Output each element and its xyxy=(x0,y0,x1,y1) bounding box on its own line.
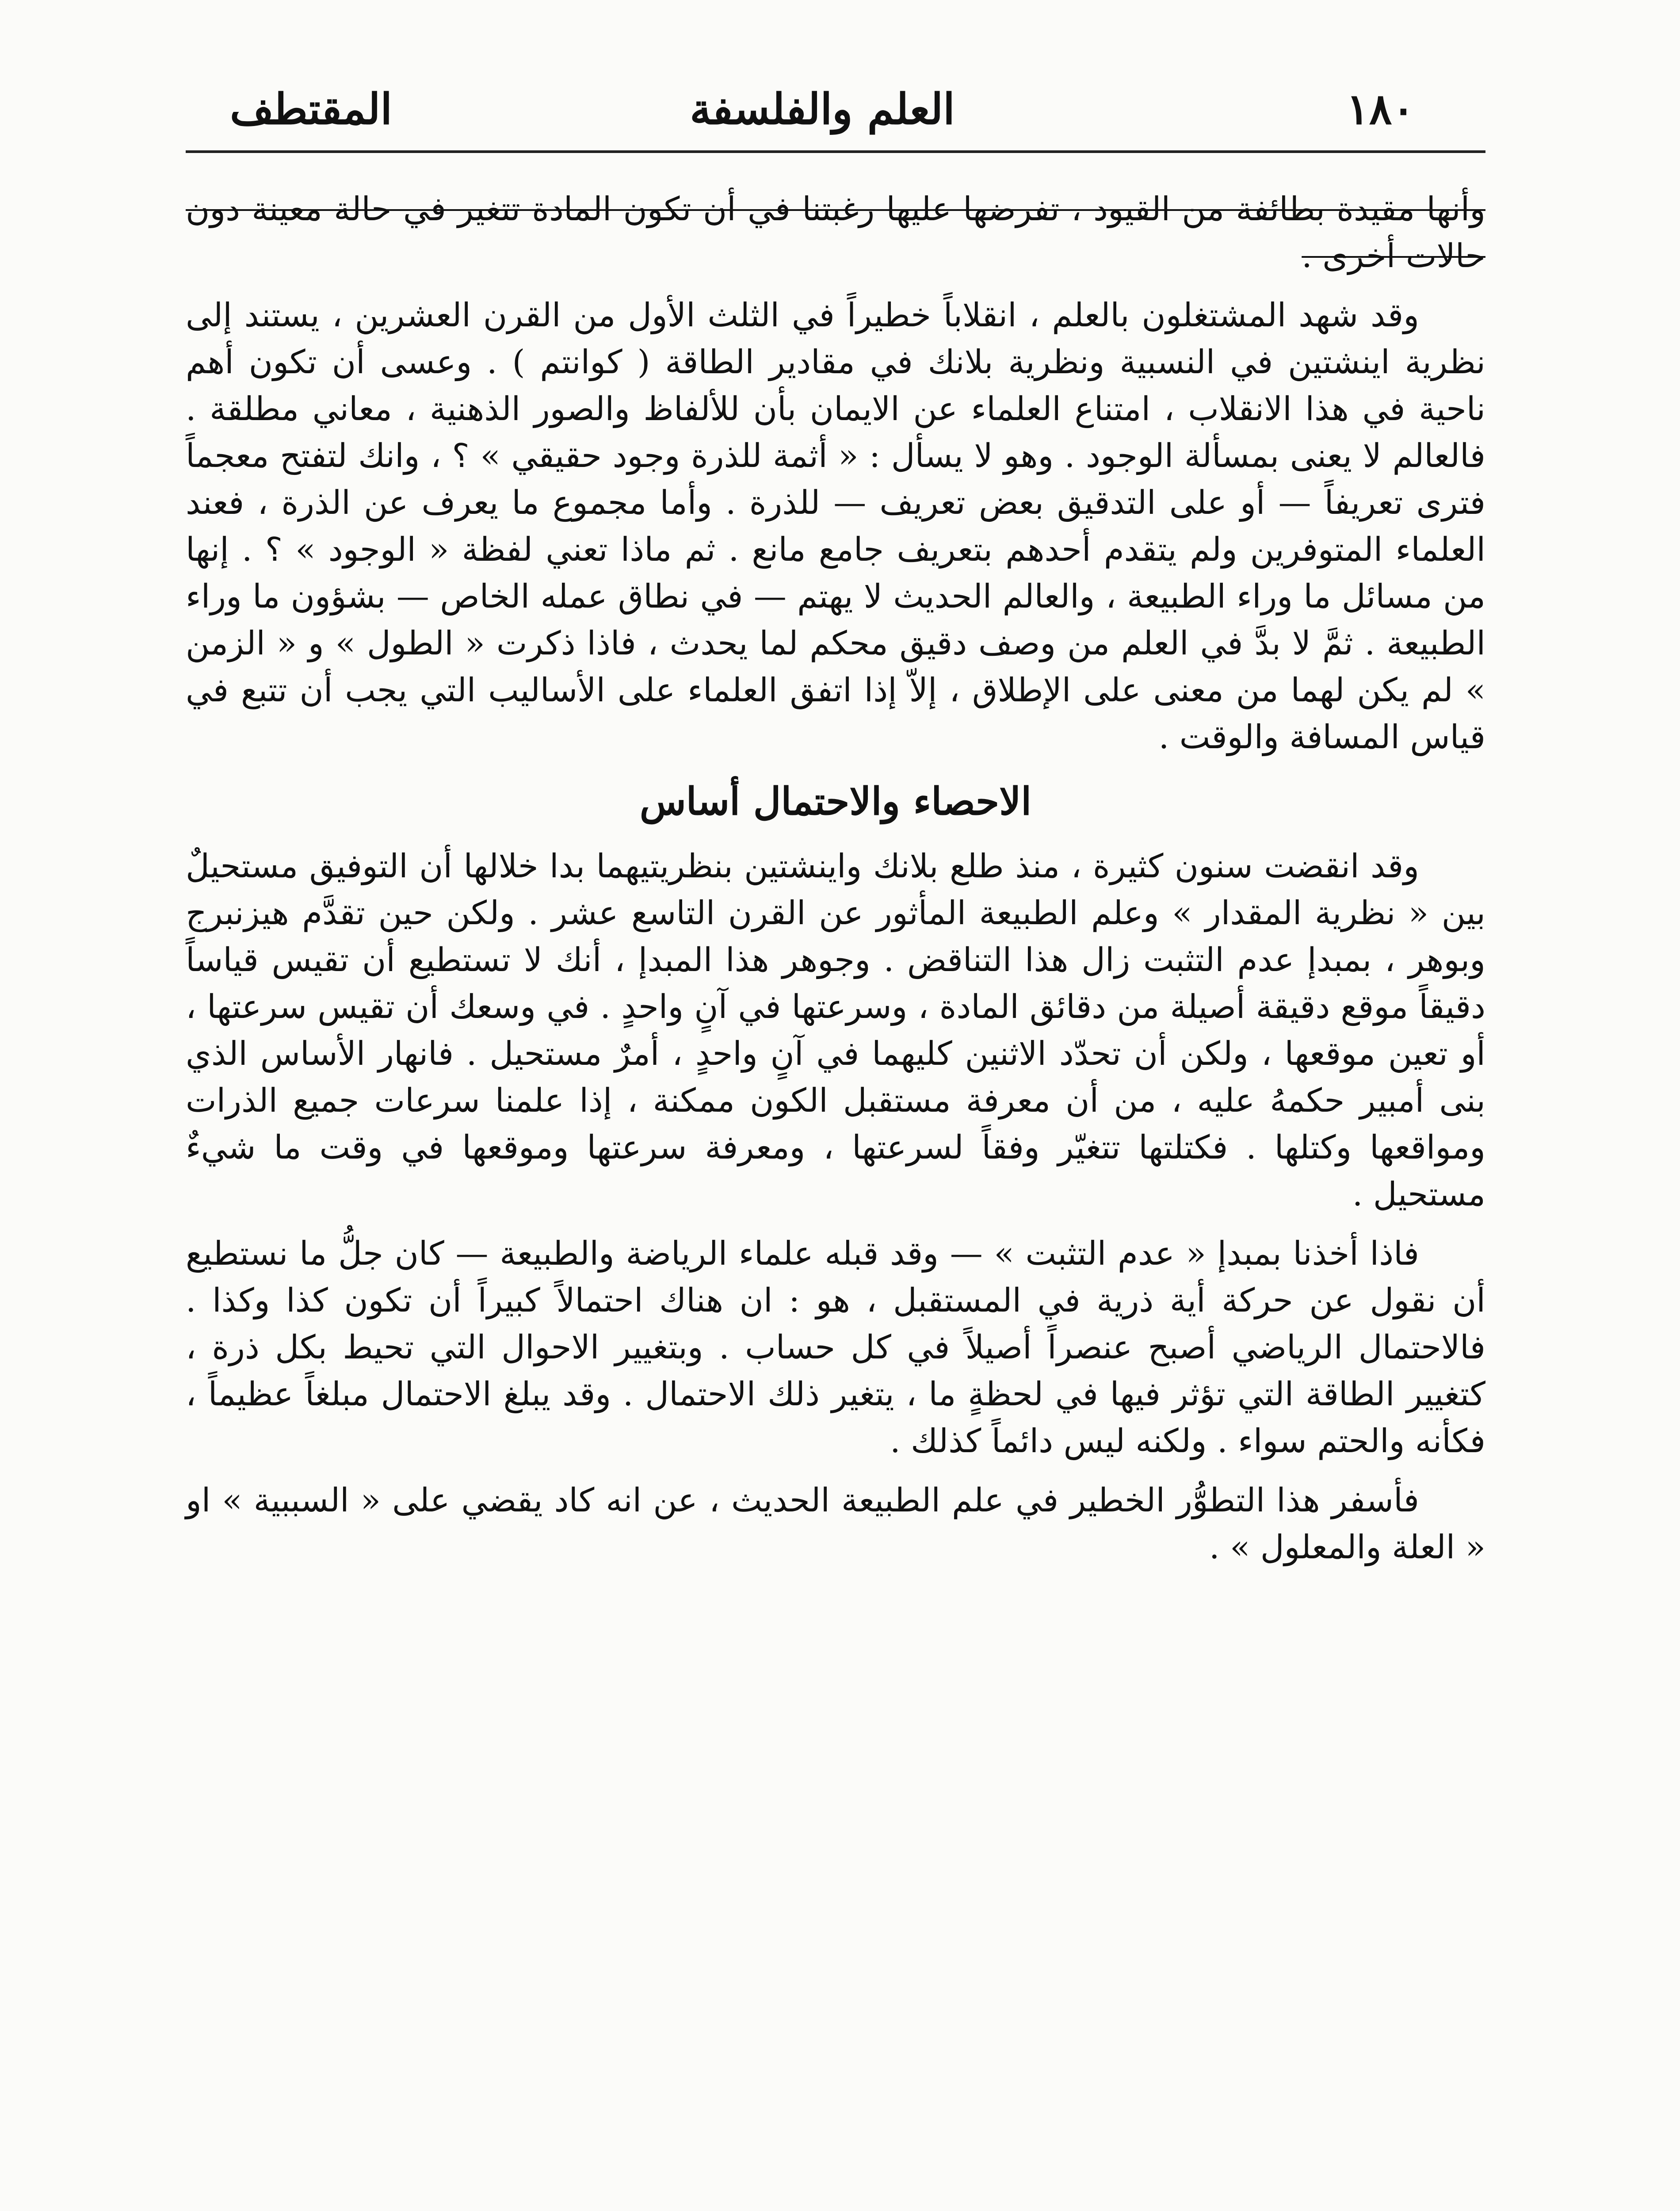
article-title: العلم والفلسفة xyxy=(690,84,955,134)
paragraph: فأسفر هذا التطوُّر الخطير في علم الطبيعة الحديث ، عن انه كاد يقضي على « السببية » او « العلة والمعلول » . xyxy=(186,1481,1485,1566)
header-rule xyxy=(186,150,1485,153)
paragraph-continuation: وأنها مقيدة بطائفة من القيود ، تفرضها عليها رغبتنا في أن تكون المادة تتغير في حالة معينة دون حالات أخرى . xyxy=(186,190,1485,275)
journal-name: المقتطف xyxy=(230,84,393,134)
paragraph: وقد انقضت سنون كثيرة ، منذ طلع بلانك واينشتين بنظريتيهما بدا خلالها أن التوفيق مستحيلٌ بين « نظرية المقدار » وعلم الطبيعة المأثور عن القرن التاسع عشر . ولكن حين تقدَّم هيزنبرج وبوهر ، بمبدإ عدم التثبت زال هذا التناقض . وجوهر هذا المبدإ ، أنك لا تستطيع أن تقيس قياساً دقيقاً موقع دقيقة أصيلة من دقائق المادة ، وسرعتها في آنٍ واحدٍ . في وسعك أن تقيس سرعتها ، أو تعين موقعها ، ولكن أن تحدّد الاثنين كليهما في آنٍ واحدٍ ، أمرٌ مستحيل . فانهار الأساس الذي بنى أمبير حكمهُ عليه ، من أن معرفة مستقبل الكون ممكنة ، إذا علمنا سرعات جميع الذرات ومواقعها وكتلها . فكتلتها تتغيّر وفقاً لسرعتها ، ومعرفة سرعتها وموقعها في وقت ما شيءٌ مستحيل . xyxy=(186,847,1485,1213)
paragraph: وقد شهد المشتغلون بالعلم ، انقلاباً خطيراً في الثلث الأول من القرن العشرين ، يستند إلى نظرية اينشتين في النسبية ونظرية بلانك في مقادير الطاقة ( كوانتم ) . وعسى أن تكون أهم ناحية في هذا الانقلاب ، امتناع العلماء عن الايمان بأن للألفاظ والصور الذهنية ، معاني مطلقة . فالعالم لا يعنى بمسألة الوجود . وهو لا يسأل : « أثمة للذرة وجود حقيقي » ؟ ، وانك لتفتح معجماً فترى تعريفاً — أو على التدقيق بعض تعريف — للذرة . وأما مجموع ما يعرف عن الذرة ، فعند العلماء المتوفرين ولم يتقدم أحدهم بتعريف جامع مانع . ثم ماذا تعني لفظة « الوجود » ؟ . إنها من مسائل ما وراء الطبيعة ، والعالم الحديث لا يهتم — في نطاق عمله الخاص — بشؤون ما وراء الطبيعة . ثمَّ لا بدَّ في العلم من وصف دقيق محكم لما يحدث ، فاذا ذكرت « الطول » و « الزمن » لم يكن لهما من معنى على الإطلاق ، إلاّ إذا اتفق العلماء على الأساليب التي يجب أن تتبع في قياس المسافة والوقت . xyxy=(186,296,1485,756)
section-heading: الاحصاء والاحتمال أساس xyxy=(639,779,1032,824)
page-number: ١٨٠ xyxy=(1346,84,1415,134)
paragraph: فاذا أخذنا بمبدإ « عدم التثبت » — وقد قبله علماء الرياضة والطبيعة — كان جلُّ ما نستطيع أن نقول عن حركة أية ذرية في المستقبل ، هو : ان هناك احتمالاً كبيراً أن تكون كذا وكذا . فالاحتمال الرياضي أصبح عنصراً أصيلاً في كل حساب . وبتغيير الاحوال التي تحيط بكل ذرة ، كتغيير الطاقة التي تؤثر فيها في لحظةٍ ما ، يتغير ذلك الاحتمال . وقد يبلغ الاحتمال مبلغاً عظيماً ، فكأنه والحتم سواء . ولكنه ليس دائماً كذلك . xyxy=(186,1235,1485,1460)
article-body xyxy=(186,186,1485,1583)
running-header xyxy=(230,84,1415,137)
